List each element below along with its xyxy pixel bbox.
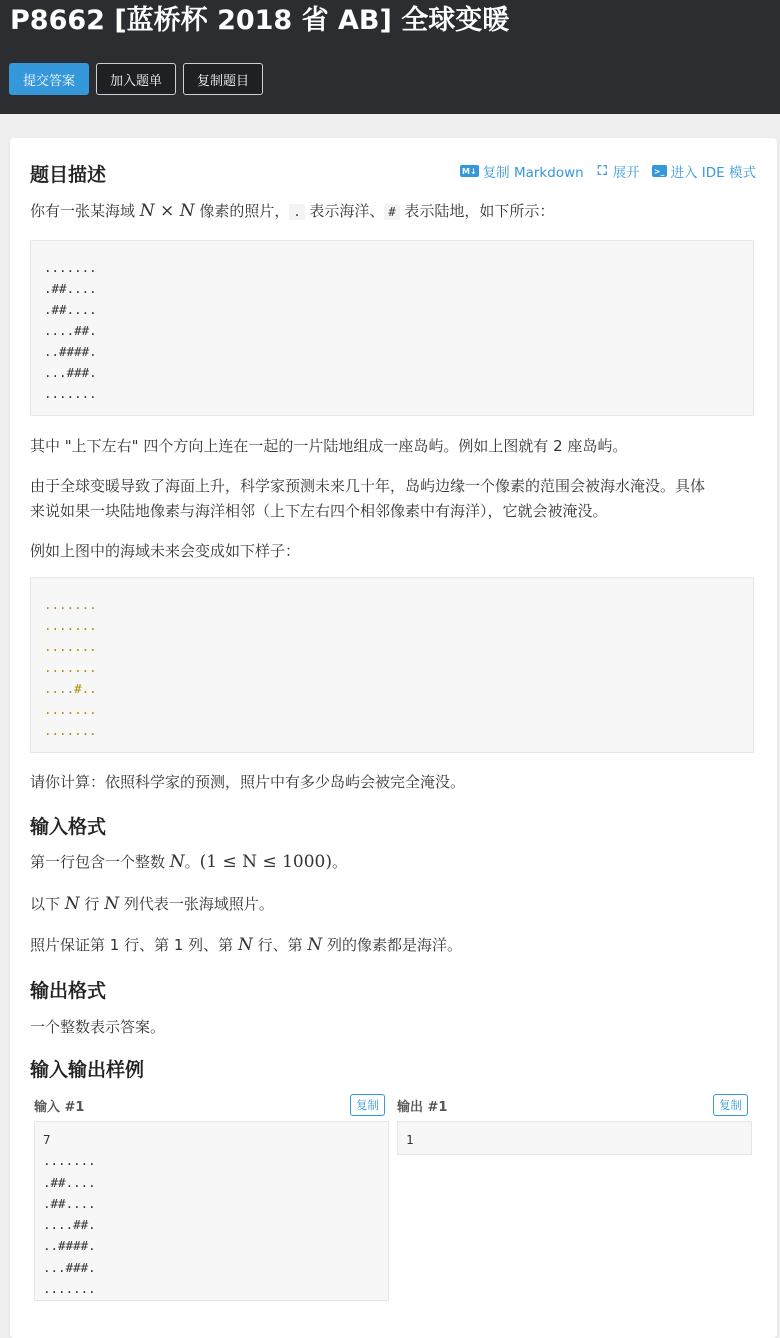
math-n: N — [307, 935, 323, 955]
input-format-line-2 — [30, 892, 274, 916]
text: 行、第 — [252, 936, 308, 954]
copy-input-button[interactable]: 复制 — [350, 1094, 385, 1116]
text: 表示陆地，如下所示： — [399, 202, 555, 220]
submit-answer-button[interactable]: 提交答案 — [9, 63, 89, 95]
description-paragraph-3a: 由于全球变暖导致了海面上升，科学家预测未来几十年，岛屿边缘一个像素的范围会被海水淹没。具体 — [30, 477, 706, 495]
sample-input-label: 输入 #1 — [34, 1100, 85, 1115]
expand-link[interactable] — [596, 161, 640, 181]
text: 照片保证第 1 行、第 1 列、第 — [30, 936, 238, 954]
math-range: (1 ≤ N ≤ 1000) — [199, 852, 332, 872]
description-paragraph-4: 例如上图中的海域未来会变成如下样子： — [30, 542, 301, 560]
input-format-line-3 — [30, 933, 462, 957]
ide-mode-label: 进入 IDE 模式 — [670, 165, 756, 181]
math-n: N — [104, 894, 120, 914]
text: 。 — [332, 853, 348, 871]
map-code-block-2 — [30, 577, 754, 753]
copy-markdown-label: 复制 Markdown — [482, 165, 584, 181]
sample-output-label: 输出 #1 — [397, 1100, 448, 1115]
description-paragraph-1 — [30, 199, 554, 224]
math-n: N — [64, 894, 80, 914]
map-2: ....... ....... ....... ....... ....#.. ....... ....... — [44, 597, 97, 738]
copy-problem-button[interactable]: 复制题目 — [183, 63, 263, 95]
math-n-times-n: N × N — [139, 201, 195, 221]
description-heading: 题目描述 — [30, 164, 107, 186]
description-paragraph-3b: 来说如果一块陆地像素与海洋相邻（上下左右四个相邻像素中有海洋），它就会被淹没。 — [30, 502, 608, 520]
text: 第一行包含一个整数 — [30, 853, 170, 871]
text: 。 — [184, 853, 200, 871]
markdown-icon: M↓ — [462, 166, 477, 176]
sample-input: 7 ....... .##.... .##.... ....##. ..####. ...###. ....... — [43, 1132, 96, 1297]
copy-markdown-link[interactable] — [460, 161, 584, 181]
sample-output: 1 — [406, 1132, 414, 1147]
text: 以下 — [30, 895, 65, 913]
inline-code-dot: . — [289, 204, 304, 220]
action-buttons — [9, 63, 263, 95]
sample-input-box — [34, 1121, 389, 1301]
add-to-list-button[interactable]: 加入题单 — [96, 63, 176, 95]
math-n: N — [169, 852, 185, 872]
ide-mode-link[interactable] — [652, 161, 756, 181]
text: 列代表一张海域照片。 — [119, 895, 274, 913]
math-n: N — [237, 935, 253, 955]
sample-output-box — [397, 1121, 752, 1155]
input-format-heading: 输入格式 — [30, 816, 107, 838]
output-format-heading: 输出格式 — [30, 980, 107, 1002]
problem-toolbar — [460, 161, 756, 181]
problem-header — [0, 0, 780, 114]
text: 行 — [79, 895, 105, 913]
text: 列的像素都是海洋。 — [322, 936, 463, 954]
terminal-icon: >_ — [653, 166, 665, 176]
map-code-block-1 — [30, 240, 754, 416]
expand-label: 展开 — [612, 165, 640, 181]
inline-code-hash: # — [384, 204, 399, 220]
text: 像素的照片， — [194, 202, 290, 220]
input-format-line-1 — [30, 850, 347, 874]
description-paragraph-2: 其中 "上下左右" 四个方向上连在一起的一片陆地组成一座岛屿。例如上图就有 2 座岛屿。 — [30, 437, 628, 455]
description-paragraph-5: 请你计算：依照科学家的预测，照片中有多少岛屿会被完全淹没。 — [30, 773, 466, 791]
problem-card — [10, 138, 777, 1338]
text: 你有一张某海域 — [30, 202, 140, 220]
map-1: ....... .##.... .##.... ....##. ..####. ...###. ....... — [44, 260, 97, 401]
copy-output-button[interactable]: 复制 — [713, 1094, 748, 1116]
text: 表示海洋、 — [304, 202, 385, 220]
output-format-text: 一个整数表示答案。 — [30, 1018, 166, 1036]
expand-icon: ⛶ — [597, 163, 607, 179]
page-title: P8662 [蓝桥杯 2018 省 AB] 全球变暖 — [10, 5, 510, 36]
samples-heading: 输入输出样例 — [30, 1059, 145, 1081]
